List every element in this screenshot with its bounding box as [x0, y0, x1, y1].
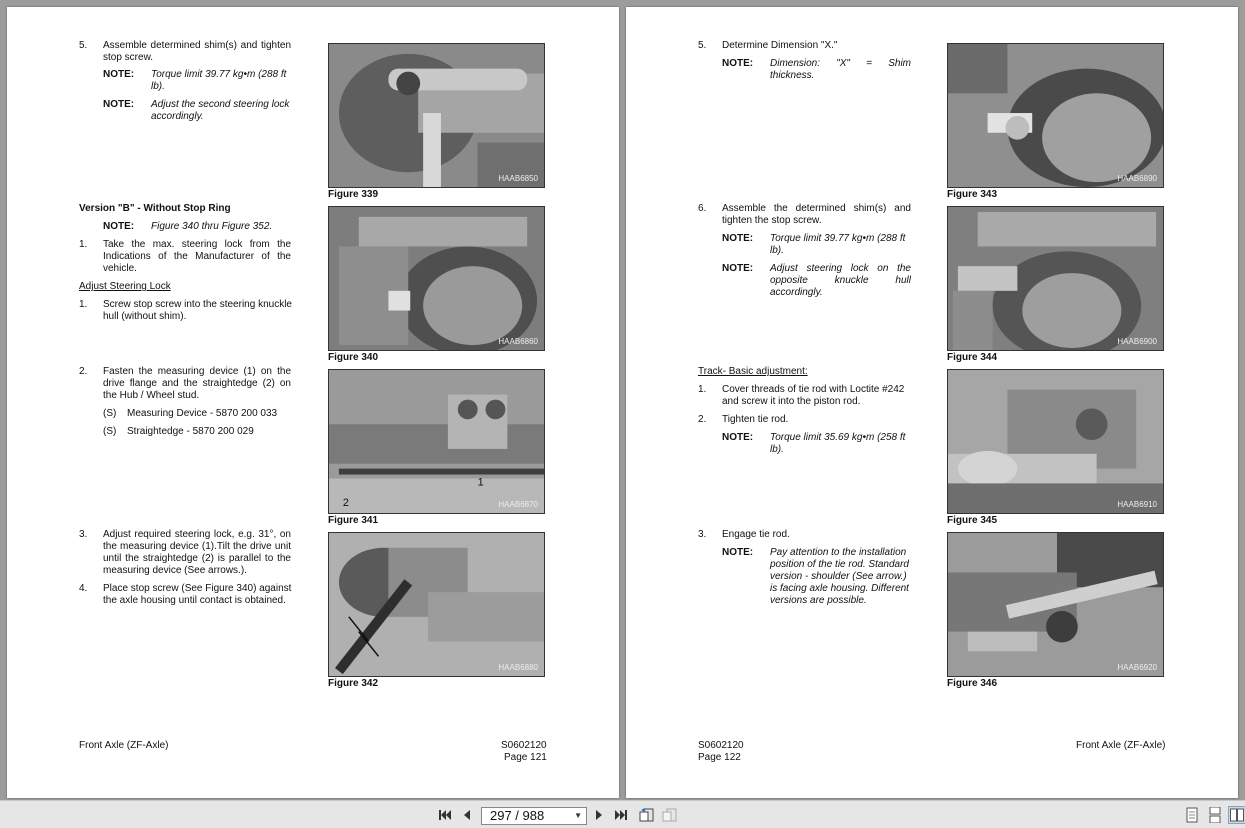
- step-number: 1.: [698, 384, 707, 395]
- subsection-heading: Adjust Steering Lock: [79, 281, 171, 292]
- forward-view-icon: [662, 807, 678, 823]
- note-text: Adjust the second steering lock accordingly.: [151, 99, 290, 122]
- back-view-icon: [639, 807, 655, 823]
- footer-section-title: Front Axle (ZF-Axle): [1076, 740, 1166, 751]
- tool-text: Measuring Device - 5870 200 033: [127, 408, 278, 419]
- step-number: 3.: [79, 529, 88, 540]
- page-121: [7, 7, 619, 798]
- step-text: Place stop screw (See Figure 340) against the axle housing until contact is obtained.: [103, 583, 292, 606]
- single-page-icon: [1186, 807, 1198, 823]
- figure-caption: Figure 343: [947, 189, 998, 200]
- figure-caption: Figure 342: [328, 678, 379, 689]
- step-text: Screw stop screw into the steering knuckle hull (without shim).: [103, 299, 292, 322]
- step-number: 5.: [79, 40, 88, 51]
- section-heading: Version "B" - Without Stop Ring: [79, 203, 231, 214]
- back-view-button[interactable]: [638, 806, 656, 824]
- page-122: [626, 7, 1238, 798]
- chevron-down-icon: ▼: [574, 811, 582, 820]
- figure-342-image: [328, 532, 545, 677]
- next-page-button[interactable]: [590, 806, 608, 824]
- step-number: 2.: [698, 414, 707, 425]
- note-label: NOTE:: [103, 221, 135, 232]
- step-text: Adjust required steering lock, e.g. 31°, on the measuring device (1).Tilt the drive unit until the straightedge (2) is parallel to the measuring device (See arrows.).: [103, 529, 291, 576]
- figure-340-image: [328, 206, 545, 351]
- figure-344-image: [947, 206, 1164, 351]
- note-text: Figure 340 thru Figure 352.: [151, 221, 273, 232]
- previous-page-icon: [462, 809, 472, 821]
- figure-label-1: 1: [477, 476, 484, 489]
- step-number: 1.: [79, 299, 88, 310]
- step-number: 5.: [698, 40, 707, 51]
- figure-code: HAAB6900: [1117, 337, 1157, 346]
- footer-doc-number: S0602120: [501, 740, 547, 751]
- step-text: Fasten the measuring device (1) on the drive flange and the straightedge (2) on the Hub / Wheel stud.: [103, 366, 291, 401]
- single-page-view-button[interactable]: [1183, 806, 1201, 824]
- note-text: Adjust steering lock on the opposite knuckle hull accordingly.: [770, 263, 911, 298]
- note-text: Torque limit 35.69 kg•m (258 ft lb).: [770, 432, 906, 455]
- step-text: Tighten tie rod.: [722, 414, 789, 425]
- figure-caption: Figure 339: [328, 189, 379, 200]
- forward-view-button[interactable]: [661, 806, 679, 824]
- tool-text: Straightedge - 5870 200 029: [127, 426, 254, 437]
- figure-code: HAAB6910: [1117, 500, 1157, 509]
- footer-page-number: Page 121: [504, 752, 547, 763]
- figure-343-image: [947, 43, 1164, 188]
- note-label: NOTE:: [722, 58, 754, 69]
- page-number-select[interactable]: [481, 807, 587, 825]
- page-indicator: 297 / 988: [490, 808, 545, 823]
- footer-doc-number: S0602120: [698, 740, 744, 751]
- step-text: Determine Dimension "X.": [722, 40, 838, 51]
- last-page-button[interactable]: [612, 806, 630, 824]
- footer-section-title: Front Axle (ZF-Axle): [79, 740, 169, 751]
- viewer-toolbar: [0, 800, 1245, 828]
- figure-caption: Figure 341: [328, 515, 379, 526]
- continuous-view-button[interactable]: [1206, 806, 1224, 824]
- step-number: 4.: [79, 583, 88, 594]
- note-text: Dimension: "X" = Shim thickness.: [770, 58, 911, 81]
- first-page-button[interactable]: [436, 806, 454, 824]
- tool-tag: (S): [103, 408, 117, 419]
- figure-code: HAAB6920: [1117, 663, 1157, 672]
- step-number: 2.: [79, 366, 88, 377]
- next-page-icon: [594, 809, 604, 821]
- note-text: Torque limit 39.77 kg•m (288 ft lb).: [151, 69, 287, 92]
- step-text: Assemble determined shim(s) and tighten stop screw.: [103, 40, 291, 63]
- note-text: Pay attention to the installation position of the tie rod. Standard version - shoulder (See arrow.) is facing axle housing. Different versions are possible.: [770, 547, 909, 606]
- figure-code: HAAB6880: [498, 663, 538, 672]
- step-text: Assemble the determined shim(s) and tighten the stop screw.: [722, 203, 911, 226]
- step-text: Cover threads of tie rod with Loctite #242 and screw it into the piston rod.: [722, 384, 905, 407]
- step-text: Engage tie rod.: [722, 529, 790, 540]
- figure-code: HAAB6870: [498, 500, 538, 509]
- figure-label-2: 2: [342, 497, 349, 510]
- figure-code: HAAB6860: [498, 337, 538, 346]
- footer-page-number: Page 122: [698, 752, 741, 763]
- figure-caption: Figure 344: [947, 352, 998, 363]
- note-label: NOTE:: [103, 69, 135, 80]
- figure-caption: Figure 340: [328, 352, 379, 363]
- note-label: NOTE:: [103, 99, 135, 110]
- note-label: NOTE:: [722, 263, 754, 274]
- two-page-icon: [1230, 808, 1244, 822]
- figure-341-image: [328, 369, 545, 514]
- subsection-heading: Track- Basic adjustment:: [698, 366, 808, 377]
- figure-345-image: [947, 369, 1164, 514]
- step-number: 3.: [698, 529, 707, 540]
- previous-page-button[interactable]: [458, 806, 476, 824]
- last-page-icon: [614, 809, 628, 821]
- figure-339-image: [328, 43, 545, 188]
- step-text: Take the max. steering lock from the Indications of the Manufacturer of the vehicle.: [103, 239, 291, 274]
- note-label: NOTE:: [722, 432, 754, 443]
- step-number: 1.: [79, 239, 88, 250]
- figure-caption: Figure 346: [947, 678, 998, 689]
- note-label: NOTE:: [722, 547, 754, 558]
- tool-tag: (S): [103, 426, 117, 437]
- first-page-icon: [438, 809, 452, 821]
- two-page-view-button[interactable]: [1228, 806, 1245, 824]
- figure-346-image: [947, 532, 1164, 677]
- figure-caption: Figure 345: [947, 515, 998, 526]
- figure-code: HAAB6890: [1117, 174, 1157, 183]
- note-label: NOTE:: [722, 233, 754, 244]
- continuous-page-icon: [1209, 807, 1221, 823]
- step-number: 6.: [698, 203, 707, 214]
- note-text: Torque limit 39.77 kg•m (288 ft lb).: [770, 233, 906, 256]
- figure-code: HAAB6850: [498, 174, 538, 183]
